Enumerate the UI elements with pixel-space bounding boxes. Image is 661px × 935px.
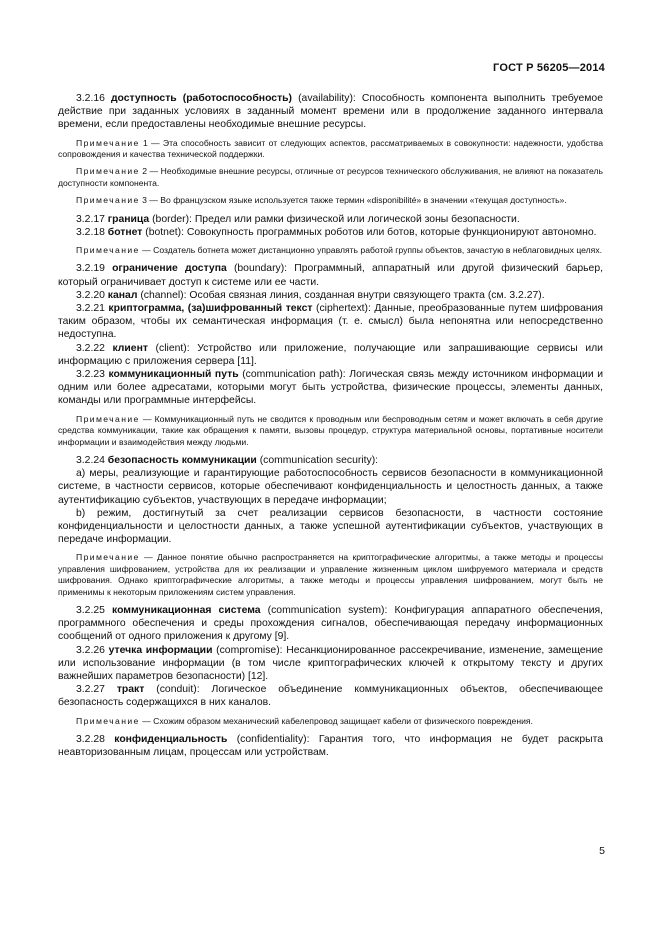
term-number: 3.2.19 bbox=[76, 263, 105, 275]
term-title: ботнет bbox=[107, 226, 143, 238]
note-3-2-24 bbox=[58, 552, 603, 598]
note-label: Примечание bbox=[76, 137, 140, 148]
term-number: 3.2.23 bbox=[76, 369, 105, 381]
term-number: 3.2.24 bbox=[76, 454, 105, 466]
term-definition: Гарантия того, что информация не будет раскрыта неавторизованным лицам, процессам или устройствам. bbox=[58, 733, 604, 759]
term-title: утечка информации bbox=[108, 644, 213, 656]
term-english: (boundary): bbox=[233, 263, 288, 275]
term-title: безопасность коммуникации bbox=[107, 454, 257, 466]
term-3-2-23 bbox=[58, 368, 603, 408]
term-number: 3.2.16 bbox=[76, 93, 105, 104]
term-3-2-17 bbox=[58, 213, 603, 226]
page-number: 5 bbox=[599, 845, 605, 857]
term-english: (availability): bbox=[298, 93, 356, 104]
term-number: 3.2.17 bbox=[76, 213, 105, 225]
term-3-2-21 bbox=[58, 302, 603, 342]
term-3-2-24-item-b: b) режим, достигнутый за счет реализации сервисов безопасности, в частности состояние конфиденциальности и целостности данных, а также успешной аутентификации субъектов, участвующих в передаче информации. bbox=[58, 507, 603, 546]
term-number: 3.2.27 bbox=[76, 684, 105, 696]
term-number: 3.2.25 bbox=[76, 604, 105, 616]
term-definition: Способность компонента выполнить требуемое действие при заданных условиях в заданный момент времени или в продолжение заданного интервала времени, если предоставлены необходимые внешние ресурсы. bbox=[58, 93, 603, 131]
term-3-2-22 bbox=[58, 342, 603, 368]
term-definition: Предел или рамки физической или логической зоны безопасности. bbox=[194, 213, 520, 225]
note-text: 3 — Во французском языке используется также термин «disponibilité» в значении «текущая доступность». bbox=[142, 195, 567, 206]
term-title: канал bbox=[107, 289, 138, 301]
term-definition: Особая связная линия, созданная внутри связующего тракта (см. 3.2.27). bbox=[189, 289, 545, 301]
term-english: (conduit): bbox=[156, 684, 200, 696]
term-3-2-16 bbox=[58, 92, 603, 132]
term-title: криптограмма, (за)шифрованный текст bbox=[108, 303, 313, 315]
note-label: Примечание bbox=[76, 166, 140, 177]
term-number: 3.2.21 bbox=[76, 303, 105, 315]
term-definition: Данные, преобразованные путем шифрования таким образом, чтобы их семантическая информация (т. е. смысл) была непонятна или непосредственно недоступна. bbox=[58, 303, 604, 341]
term-english: (botnet): bbox=[145, 226, 184, 238]
term-definition: Несанкционированное рассекречивание, изменение, замещение или использование информации (в том числе криптографических ключей к открытому тексту и других важнейших параметров безопасности) [12]. bbox=[58, 644, 603, 682]
term-english: (border): bbox=[152, 213, 192, 225]
term-title: доступность (работоспособность) bbox=[110, 93, 293, 104]
term-definition: Логическое объединение коммуникационных объектов, обеспечивающее безопасность содержащихся в них каналов. bbox=[58, 684, 603, 709]
document-header: ГОСТ Р 56205—2014 bbox=[493, 62, 605, 74]
term-3-2-27 bbox=[58, 683, 603, 709]
document-body bbox=[58, 92, 603, 759]
term-title: граница bbox=[107, 213, 150, 225]
term-3-2-18 bbox=[58, 226, 603, 239]
note-3-2-27 bbox=[58, 716, 603, 727]
term-title: тракт bbox=[116, 684, 145, 696]
term-title: коммуникационный путь bbox=[108, 369, 239, 381]
note-3-2-23 bbox=[58, 414, 603, 448]
note-text: — Создатель ботнета может дистанционно управлять работой группы объектов, зачастую в неблаговидных целях. bbox=[142, 245, 603, 256]
term-3-2-25 bbox=[58, 604, 603, 644]
term-english: (ciphertext): bbox=[316, 303, 371, 315]
note-text: — Схожим образом механический кабелепровод защищает кабели от физического повреждения. bbox=[142, 715, 533, 726]
note-text: 1 — Эта способность зависит от следующих аспектов, рассматриваемых в совокупности: надежности, удобства сопровождения и качества технической поддержки. bbox=[58, 137, 604, 160]
term-title: конфиденциальность bbox=[114, 733, 228, 745]
term-3-2-24-item-a: а) меры, реализующие и гарантирующие работоспособность сервисов безопасности в коммуникационной системе, в частности сервисов, которые обеспечивают конфиденциальность и целостность данных, а также аутентификацию субъектов, участвующих в передаче информации; bbox=[58, 468, 603, 506]
term-english: (communication path): bbox=[242, 369, 346, 381]
term-english: (confidentiality): bbox=[236, 733, 310, 745]
term-number: 3.2.20 bbox=[76, 289, 105, 301]
term-title: клиент bbox=[112, 342, 148, 354]
term-definition: Программный, аппаратный или другой физический барьер, который ограничивает доступ к системе или ее части. bbox=[58, 263, 603, 288]
term-number: 3.2.28 bbox=[76, 733, 105, 745]
term-3-2-26 bbox=[58, 644, 603, 684]
term-title: коммуникационная система bbox=[112, 604, 261, 616]
term-english: (client): bbox=[155, 342, 190, 354]
note-text: — Коммуникационный путь не сводится к проводным или беспроводным сетям и может включать в себя другие средства коммуникации, такие как обращения к памяти, вызовы процедур, структура материальной основы, портативные носители информации и взаимодействия между людьми. bbox=[58, 413, 603, 447]
term-english: (compromise): bbox=[216, 644, 283, 656]
term-definition: Конфигурация аппаратного обеспечения, программного обеспечения и среды прохождения сигналов, обеспечивающая передачу информационных сообщений от одного приложения к другому [9]. bbox=[58, 604, 604, 643]
note-label: Примечание bbox=[76, 195, 140, 206]
term-english: (channel): bbox=[140, 289, 187, 301]
note-label: Примечание bbox=[76, 245, 140, 256]
note-3-2-16-3 bbox=[58, 195, 603, 206]
term-3-2-24 bbox=[58, 454, 603, 467]
term-definition: Логическая связь между источником информации и одним или более адресатами, которыми могут быть устройства, физические процессы, элементы данных, команды или программные интерфейсы. bbox=[58, 369, 604, 407]
term-title: ограничение доступа bbox=[112, 263, 227, 275]
term-english: (communication system): bbox=[267, 604, 388, 616]
note-label: Примечание bbox=[76, 413, 140, 424]
term-3-2-28 bbox=[58, 733, 603, 759]
note-text: — Данное понятие обычно распространяется на криптографические алгоритмы, а также методы и процессы управления шифрованием, устройства для их реализации и управление жизненным циклом шифруемого материала и средств шифрования. Однако криптографические алгоритмы, а также методы и процессы управления шифрованием, могут быть не применимы к некоторым приложениям систем управления. bbox=[58, 552, 603, 597]
term-number: 3.2.18 bbox=[76, 226, 105, 238]
note-3-2-16-2 bbox=[58, 166, 603, 189]
note-3-2-16-1 bbox=[58, 138, 603, 161]
note-3-2-18 bbox=[58, 245, 603, 256]
term-number: 3.2.26 bbox=[76, 644, 105, 656]
term-number: 3.2.22 bbox=[76, 342, 105, 354]
note-label: Примечание bbox=[76, 715, 140, 726]
term-3-2-19 bbox=[58, 262, 603, 288]
term-definition: Устройство или приложение, получающие или запрашивающие сервисы или информацию с приложения сервера [11]. bbox=[58, 342, 603, 367]
note-text: 2 — Необходимые внешние ресурсы, отличные от ресурсов технического обслуживания, не влияют на показатель доступности компонента. bbox=[58, 166, 603, 188]
term-definition: Совокупность программных роботов или ботов, которые функционируют автономно. bbox=[186, 226, 597, 238]
note-label: Примечание bbox=[76, 552, 140, 563]
term-3-2-20 bbox=[58, 289, 603, 302]
term-english: (communication security): bbox=[259, 454, 379, 466]
